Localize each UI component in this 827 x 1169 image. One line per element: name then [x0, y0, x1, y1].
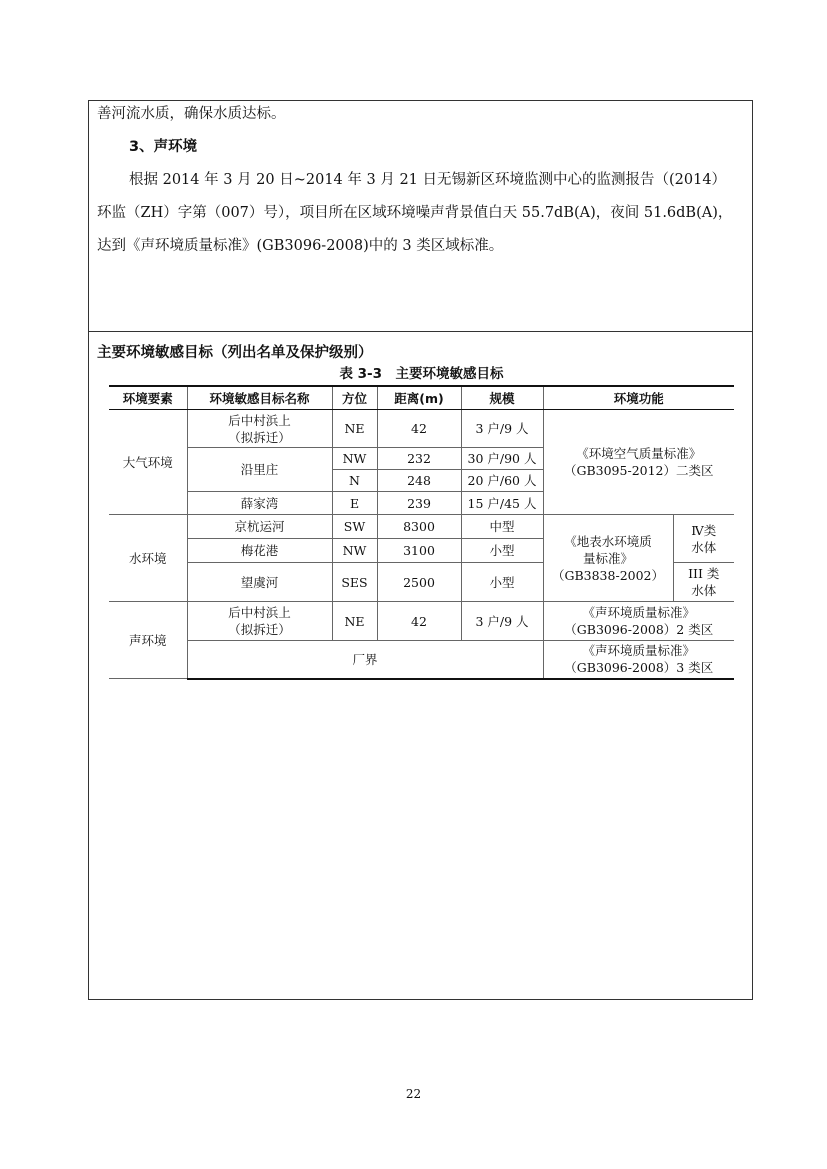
scale-cell: 15 户/45 人	[461, 492, 543, 515]
section-title-sensitive-targets: 主要环境敏感目标（列出名单及保护级别）	[97, 345, 373, 361]
target-name-cell: 后中村浜上 （拟拆迁）	[187, 602, 332, 641]
table-caption: 表 3-3 主要环境敏感目标	[339, 366, 504, 382]
scale-cell: 小型	[461, 563, 543, 602]
direction-cell: NW	[332, 448, 377, 470]
target-name-cell: 沿里庄	[187, 448, 332, 492]
header-cell: 环境功能	[543, 386, 734, 410]
direction-cell: E	[332, 492, 377, 515]
header-cell: 距离(m)	[377, 386, 461, 410]
sensitive-targets-table	[109, 385, 734, 680]
distance-cell: 42	[377, 410, 461, 448]
target-name-cell: 梅花港	[187, 539, 332, 563]
function-cell: 《声环境质量标准》 （GB3096-2008）3 类区	[543, 641, 734, 679]
scale-cell: 20 户/60 人	[461, 470, 543, 492]
water-class-cell: Ⅳ类 水体	[673, 515, 734, 563]
element-cell: 大气环境	[109, 410, 187, 515]
direction-cell: N	[332, 470, 377, 492]
element-cell: 水环境	[109, 515, 187, 602]
table-header-row	[109, 386, 734, 410]
section-heading-noise: 3、声环境	[129, 139, 198, 155]
distance-cell: 239	[377, 492, 461, 515]
direction-cell: NE	[332, 602, 377, 641]
target-name-cell: 望虞河	[187, 563, 332, 602]
table-row	[109, 602, 734, 641]
header-cell: 方位	[332, 386, 377, 410]
body-line-0: 善河流水质，确保水质达标。	[97, 106, 286, 122]
distance-cell: 2500	[377, 563, 461, 602]
function-cell: 《环境空气质量标准》 （GB3095-2012）二类区	[543, 410, 734, 515]
water-class-cell: III 类 水体	[673, 563, 734, 602]
content-frame	[88, 100, 753, 1000]
distance-cell: 42	[377, 602, 461, 641]
target-name-cell: 京杭运河	[187, 515, 332, 539]
body-line-1: 根据 2014 年 3 月 20 日~2014 年 3 月 21 日无锡新区环境监测中心的监测报告（(2014）	[129, 172, 727, 188]
target-name-cell: 薛家湾	[187, 492, 332, 515]
direction-cell: SW	[332, 515, 377, 539]
table-row	[109, 515, 734, 539]
table-row	[109, 410, 734, 448]
direction-cell: NE	[332, 410, 377, 448]
direction-cell: NW	[332, 539, 377, 563]
scale-cell: 中型	[461, 515, 543, 539]
page-number: 22	[405, 1087, 422, 1101]
body-line-3: 达到《声环境质量标准》(GB3096-2008)中的 3 类区域标准。	[97, 238, 504, 254]
header-cell: 规模	[461, 386, 543, 410]
body-line-2: 环监（ZH）字第（007）号），项目所在区域环境噪声背景值白天 55.7dB(A)，夜间 51.6dB(A)，	[97, 205, 733, 221]
distance-cell: 232	[377, 448, 461, 470]
function-cell: 《地表水环境质 量标准》 （GB3838-2002）	[543, 515, 673, 602]
header-cell: 环境敏感目标名称	[187, 386, 332, 410]
section-divider	[89, 331, 752, 332]
scale-cell: 小型	[461, 539, 543, 563]
target-name-cell: 后中村浜上 （拟拆迁）	[187, 410, 332, 448]
header-cell: 环境要素	[109, 386, 187, 410]
function-cell: 《声环境质量标准》 （GB3096-2008）2 类区	[543, 602, 734, 641]
scale-cell: 3 户/9 人	[461, 602, 543, 641]
distance-cell: 3100	[377, 539, 461, 563]
direction-cell: SES	[332, 563, 377, 602]
boundary-cell: 厂界	[187, 641, 543, 679]
scale-cell: 3 户/9 人	[461, 410, 543, 448]
element-cell: 声环境	[109, 602, 187, 679]
scale-cell: 30 户/90 人	[461, 448, 543, 470]
distance-cell: 8300	[377, 515, 461, 539]
table-row	[109, 641, 734, 679]
distance-cell: 248	[377, 470, 461, 492]
